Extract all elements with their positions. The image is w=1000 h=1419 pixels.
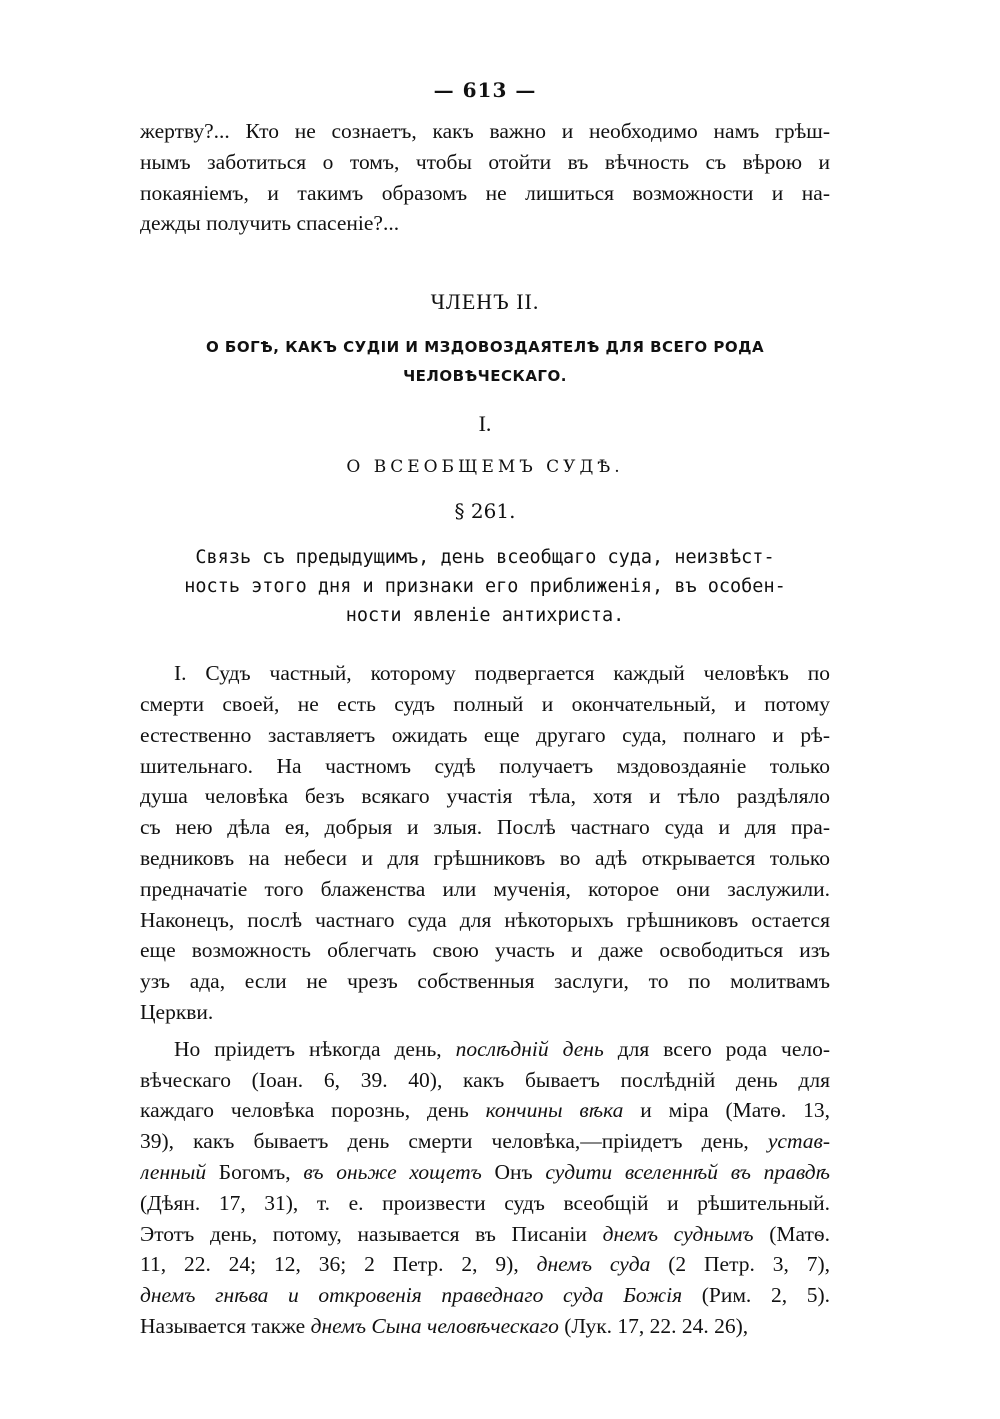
paragraph-1-line: ведниковъ на небеси и для грѣшниковъ во адѣ открывается только [140, 845, 830, 870]
intro-line: дежды получить спасеніе?... [140, 211, 400, 236]
paragraph-1-line: шительнаго. На частномъ судѣ получаетъ мздовоздаяніе только [140, 753, 830, 778]
paragraph-2-line: Но пріидетъ нѣкогда день, послѣдній день для всего рода чело- [174, 1036, 830, 1061]
paragraph-1-line: еще возможность облегчать свою участь и даже освободиться изъ [140, 938, 830, 963]
paragraph-1 [140, 658, 830, 1028]
paragraph-2-line: днемъ гнѣва и откровенія праведнаго суда Божія (Рим. 2, 5). [140, 1283, 830, 1308]
paragraph-2-line: каждаго человѣка порознь, день кончины вѣка и міра (Матѳ. 13, [140, 1098, 830, 1123]
member-heading-line-2: ЧЕЛОВѢЧЕСКАГО. [403, 367, 567, 386]
paragraph-2-line: ленный Богомъ, въ оньже хощетъ Онъ судити вселеннѣй въ правдѣ [140, 1159, 830, 1184]
summary-line-2: ность этого дня и признаки его приближенія, въ особен- [184, 576, 786, 598]
paragraph-2 [140, 1034, 830, 1342]
page-number: — 613 — [433, 78, 537, 102]
paragraph-1-line: естественно заставляетъ ожидать еще другаго суда, полнаго и рѣ- [140, 722, 830, 747]
paragraph-1-line: предначатіе того блаженства или мученія, которое они заслужили. [140, 876, 830, 901]
intro-line: нымъ заботиться о томъ, чтобы отойти въ вѣчность съ вѣрою и [140, 149, 830, 174]
intro-paragraph [140, 116, 830, 239]
paragraph-1-line: смерти своей, не есть судъ полный и окончательный, и потому [140, 691, 830, 716]
part-numeral: I. [478, 411, 492, 437]
summary-line-3: ности явленіе антихриста. [345, 605, 625, 627]
member-heading [140, 333, 830, 391]
section-summary [140, 543, 830, 630]
paragraph-1-line: Церкви. [140, 999, 214, 1024]
member-title: ЧЛЕНЪ II. [430, 289, 540, 315]
paragraph-1-line: душа человѣка безъ всякаго участія тѣла, хотя и тѣло раздѣляло [140, 784, 830, 809]
intro-line: жертву?... Кто не сознаетъ, какъ важно и необходимо намъ грѣш- [140, 119, 830, 143]
paragraph-2-line: вѣческаго (Іоан. 6, 39. 40), какъ бываетъ послѣдній день для [140, 1067, 830, 1092]
section-number: § 261. [454, 499, 516, 524]
summary-line-1: Связь съ предыдущимъ, день всеобщаго суда, неизвѣст- [195, 547, 775, 569]
paragraph-2-line: 39), какъ бываетъ день смерти человѣка,—пріидетъ день, устав- [140, 1129, 830, 1154]
paragraph-2-line: 11, 22. 24; 12, 36; 2 Петр. 2, 9), днемъ суда (2 Петр. 3, 7), [140, 1252, 830, 1277]
member-heading-line-1: О БОГѢ, КАКЪ СУДІИ И МЗДОВОЗДАЯТЕЛѢ ДЛЯ ВСЕГО РОДА [205, 338, 765, 357]
paragraph-2-line: Этотъ день, потому, называется въ Писаніи днемъ суднымъ (Матѳ. [140, 1221, 830, 1246]
intro-line: покаяніемъ, и такимъ образомъ не лишиться возможности и на- [140, 180, 830, 205]
paragraph-1-line: Наконецъ, послѣ частнаго суда для нѣкоторыхъ грѣшниковъ остается [140, 907, 830, 932]
paragraph-1-line: узъ ада, если не чрезъ собственныя заслуги, то по молитвамъ [140, 969, 830, 994]
paragraph-2-line: Называется также днемъ Сына человѣческаго (Лук. 17, 22. 24. 26), [140, 1313, 749, 1338]
paragraph-2-line: (Дѣян. 17, 31), т. е. произвести судъ всеобщій и рѣшительный. [140, 1190, 830, 1215]
paragraph-1-line: I. Судъ частный, которому подвергается каждый человѣкъ по [174, 661, 830, 686]
paragraph-1-line: съ нею дѣла ея, добрыя и злыя. Послѣ частнаго суда и для пра- [140, 815, 830, 840]
part-title: О ВСЕОБЩЕМЪ СУДѢ. [346, 457, 624, 478]
